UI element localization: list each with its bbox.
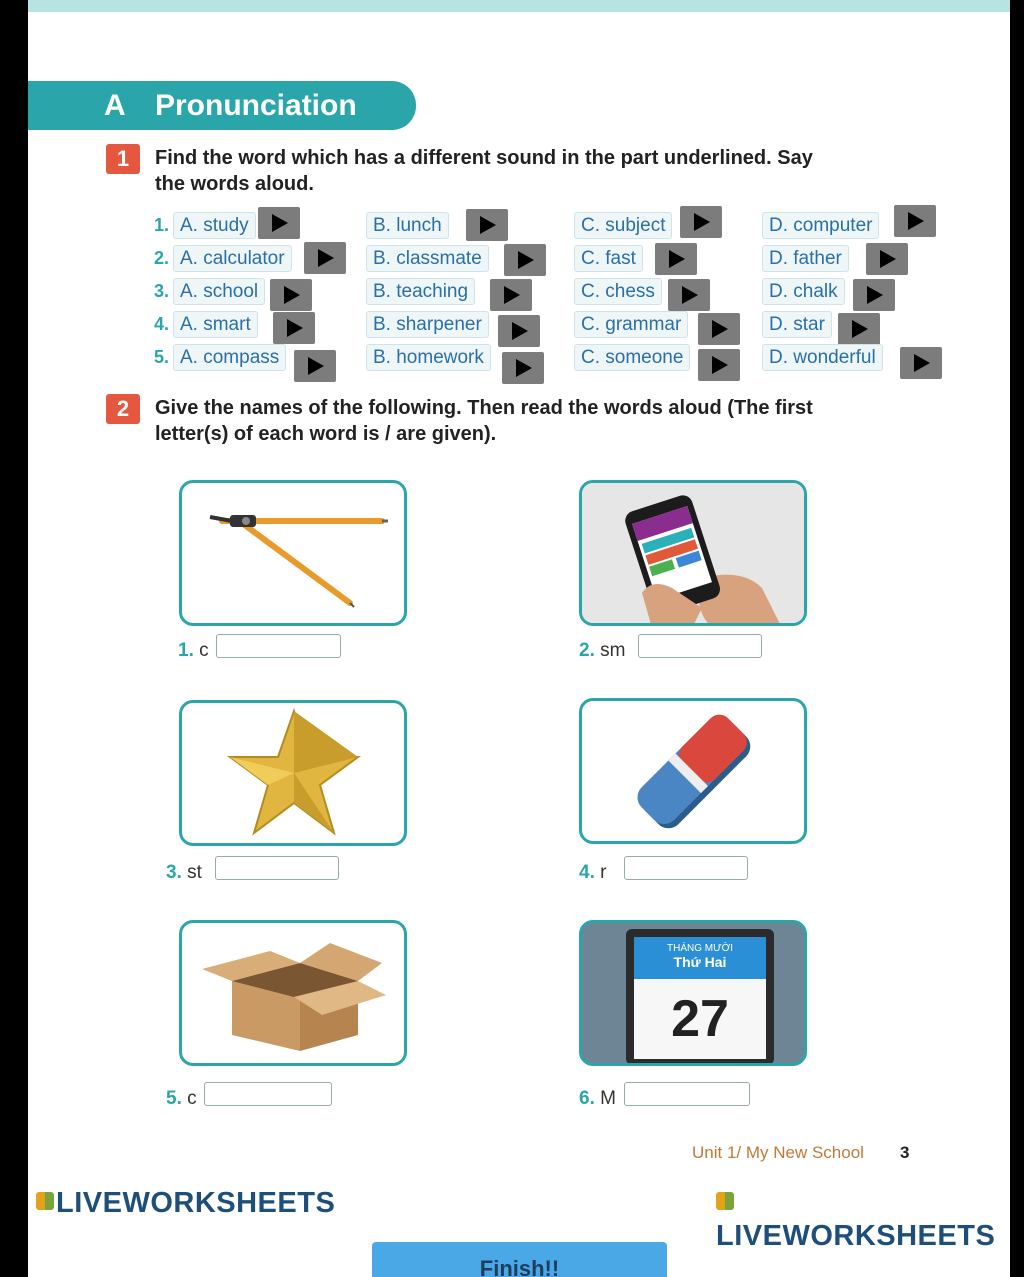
play-audio-button[interactable]	[680, 206, 722, 238]
page-number: 3	[900, 1143, 910, 1162]
option-5a[interactable]: A. compass	[173, 344, 286, 371]
option-4c[interactable]: C. grammar	[574, 311, 688, 338]
liveworksheets-icon	[36, 1192, 54, 1210]
option-3c[interactable]: C. chess	[574, 278, 662, 305]
item-5-label: 5. c	[166, 1088, 197, 1109]
star-image	[179, 700, 407, 846]
brand-text: LIVEWORKSHEETS	[716, 1220, 996, 1252]
calendar-weekday: Thứ Hai	[673, 954, 727, 970]
option-5c[interactable]: C. someone	[574, 344, 690, 371]
finish-button[interactable]: Finish!!	[372, 1242, 667, 1277]
exercise-2-badge: 2	[106, 394, 140, 424]
exercise-1-instruction-line1: Find the word which has a different sound in the part underlined. Say	[155, 147, 813, 169]
play-audio-button[interactable]	[853, 279, 895, 311]
play-audio-button[interactable]	[900, 347, 942, 379]
answer-input-4[interactable]	[624, 856, 748, 880]
question-number: 1.	[154, 215, 170, 235]
play-audio-button[interactable]	[498, 315, 540, 347]
answer-input-1[interactable]	[216, 634, 341, 658]
exercise-2-instruction-line1: Give the names of the following. Then read the words aloud (The first	[155, 397, 813, 419]
liveworksheets-logo	[36, 1187, 335, 1220]
option-3d[interactable]: D. chalk	[762, 278, 845, 305]
unit-title: Unit 1/ My New School	[692, 1143, 864, 1162]
compass-image	[179, 480, 407, 626]
exercise-1-instruction	[155, 145, 813, 197]
item-4-label: 4. r	[579, 862, 607, 883]
answer-input-2[interactable]	[638, 634, 762, 658]
option-1b[interactable]: B. lunch	[366, 212, 449, 239]
play-audio-button[interactable]	[273, 312, 315, 344]
play-audio-button[interactable]	[698, 349, 740, 381]
play-audio-button[interactable]	[504, 244, 546, 276]
smartphone-image	[579, 480, 807, 626]
option-1c[interactable]: C. subject	[574, 212, 672, 239]
liveworksheets-icon	[716, 1192, 734, 1210]
play-audio-button[interactable]	[655, 243, 697, 275]
play-audio-button[interactable]	[894, 205, 936, 237]
question-number: 2.	[154, 248, 170, 268]
option-2c[interactable]: C. fast	[574, 245, 643, 272]
exercise-1-badge: 1	[106, 144, 140, 174]
cardboard-box-image	[179, 920, 407, 1066]
play-audio-button[interactable]	[502, 352, 544, 384]
play-audio-button[interactable]	[270, 279, 312, 311]
calendar-month: THÁNG MƯỜI	[666, 943, 733, 954]
answer-input-3[interactable]	[215, 856, 339, 880]
top-strip	[28, 0, 1010, 12]
answer-input-5[interactable]	[204, 1082, 332, 1106]
option-4d[interactable]: D. star	[762, 311, 832, 338]
item-2-label: 2. sm	[579, 640, 626, 661]
item-6-label: 6. M	[579, 1088, 616, 1109]
brand-text: LIVEWORKSHEETS	[56, 1187, 336, 1219]
question-number: 3.	[154, 281, 170, 301]
section-header	[28, 81, 416, 130]
play-audio-button[interactable]	[866, 243, 908, 275]
option-2b[interactable]: B. classmate	[366, 245, 489, 272]
option-2a[interactable]: A. calculator	[173, 245, 292, 272]
play-audio-button[interactable]	[668, 279, 710, 311]
play-audio-button[interactable]	[466, 209, 508, 241]
exercise-2-instruction	[155, 395, 813, 447]
play-audio-button[interactable]	[698, 313, 740, 345]
option-5d[interactable]: D. wonderful	[762, 344, 883, 371]
worksheet-page	[28, 0, 1010, 1277]
play-audio-button[interactable]	[838, 313, 880, 345]
exercise-2-instruction-line2: letter(s) of each word is / are given).	[155, 423, 497, 445]
rubber-image	[579, 698, 807, 844]
play-audio-button[interactable]	[304, 242, 346, 274]
answer-input-6[interactable]	[624, 1082, 750, 1106]
option-1a[interactable]: A. study	[173, 212, 256, 239]
liveworksheets-logo	[716, 1187, 1010, 1253]
play-audio-button[interactable]	[490, 279, 532, 311]
play-audio-button[interactable]	[294, 350, 336, 382]
calendar-image	[579, 920, 807, 1066]
option-3b[interactable]: B. teaching	[366, 278, 475, 305]
item-3-label: 3. st	[166, 862, 202, 883]
option-3a[interactable]: A. school	[173, 278, 265, 305]
exercise-1-instruction-line2: the words aloud.	[155, 173, 314, 195]
option-2d[interactable]: D. father	[762, 245, 849, 272]
play-audio-button[interactable]	[258, 207, 300, 239]
calendar-header	[634, 937, 766, 979]
option-4a[interactable]: A. smart	[173, 311, 258, 338]
question-number: 4.	[154, 314, 170, 334]
option-1d[interactable]: D. computer	[762, 212, 879, 239]
calendar-day: 27	[634, 979, 766, 1059]
section-letter: A	[104, 88, 126, 122]
section-title: Pronunciation	[155, 88, 357, 122]
option-5b[interactable]: B. homework	[366, 344, 491, 371]
option-4b[interactable]: B. sharpener	[366, 311, 489, 338]
item-1-label: 1. c	[178, 640, 209, 661]
question-number: 5.	[154, 347, 170, 367]
